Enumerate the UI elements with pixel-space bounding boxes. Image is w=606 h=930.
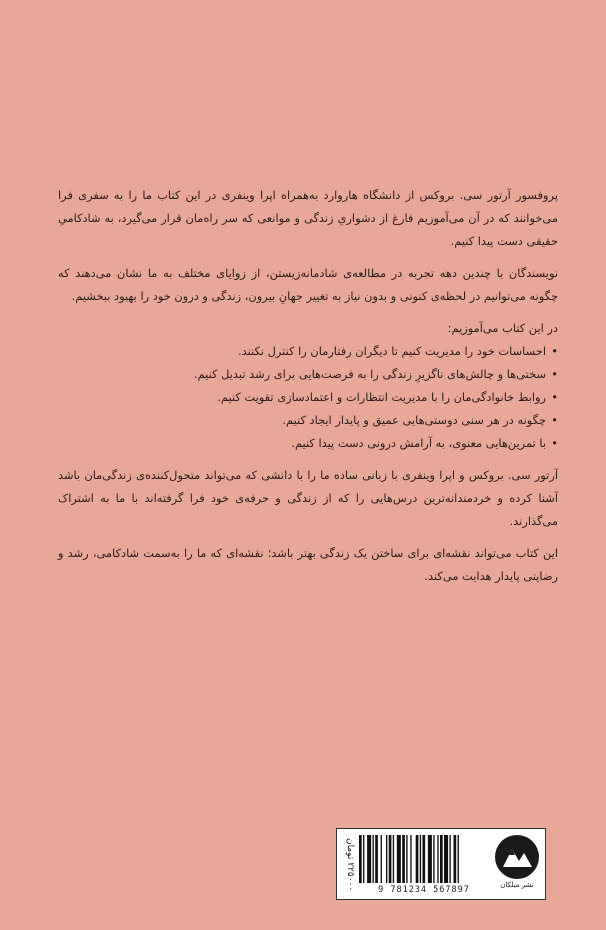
list-item: • با تمرین‌هایی معنوی، به آرامش درونی دست پیدا کنیم. xyxy=(58,432,558,455)
barcode-bars xyxy=(359,835,489,883)
paragraph-intro: پروفسور آرتور سی. بروکس از دانشگاه هاروارد به‌همراه اپرا وینفری در این کتاب ما را به سفری فرا می‌خوانند که در آن می‌آموزیم فارغ از دشواریِ زندگی و موانعی که سر راه‌مان قرار می‌گیرد، به شادکامیِ حقیقی دست پیدا کنیم. xyxy=(58,188,558,248)
mountain-logo-icon xyxy=(495,835,539,879)
publisher-logo xyxy=(493,835,541,895)
paragraph-closing: این کتاب می‌تواند نقشه‌ای برای ساختن یک زندگی بهتر باشد؛ نقشه‌ای که ما را به‌سمت شادکامی، رشد و رضایتی پایدار هدایت می‌کند. xyxy=(58,546,558,583)
back-cover-text xyxy=(58,184,558,597)
list-item: • روابط خانوادگی‌مان را با مدیریت انتظارات و اعتمادسازی تقویت کنیم. xyxy=(58,386,558,409)
list-title: در این کتاب می‌آموزیم: xyxy=(447,321,558,335)
isbn-number: 9 781234 567897 xyxy=(378,885,470,895)
list-item: • سختی‌ها و چالش‌های ناگزیرِ زندگی را به فرصت‌هایی برای رشد تبدیل کنیم. xyxy=(58,363,558,386)
paragraph-summary: آرتور سی. بروکس و اپرا وینفری با زبانی ساده ما را با دانشی که می‌تواند متحول‌کننده‌ی زندگی‌مان باشد آشنا کرده و خردمندانه‌ترین درس‌هایی را که از زندگی و حرفه‌ی خود فرا گرفته‌اند با ما به اشتراک می‌گذارند. xyxy=(58,468,558,528)
list-item: • چگونه در هر سنی دوستی‌هایی عمیق و پایدار ایجاد کنیم. xyxy=(58,409,558,432)
barcode-panel xyxy=(336,828,546,900)
publisher-name: نشر میلکان xyxy=(500,881,534,889)
price-label: ۲۲۵۰۰۰ تومان xyxy=(345,838,355,892)
paragraph-authors: نویسندگان با چندین دهه تجربه در مطالعه‌ی شادمانه‌زیستن، از زوایای مختلف به ما نشان می‌دهند که چگونه می‌توانیم در لحظه‌ی کنونی و بدون نیاز به تغییر جهانِ بیرون، زندگی و درون خود را بهبود ببخشیم. xyxy=(58,266,558,303)
list-item: • احساسات خود را مدیریت کنیم تا دیگران رفتارمان را کنترل نکنند. xyxy=(58,340,558,363)
bullet-list xyxy=(58,340,558,455)
